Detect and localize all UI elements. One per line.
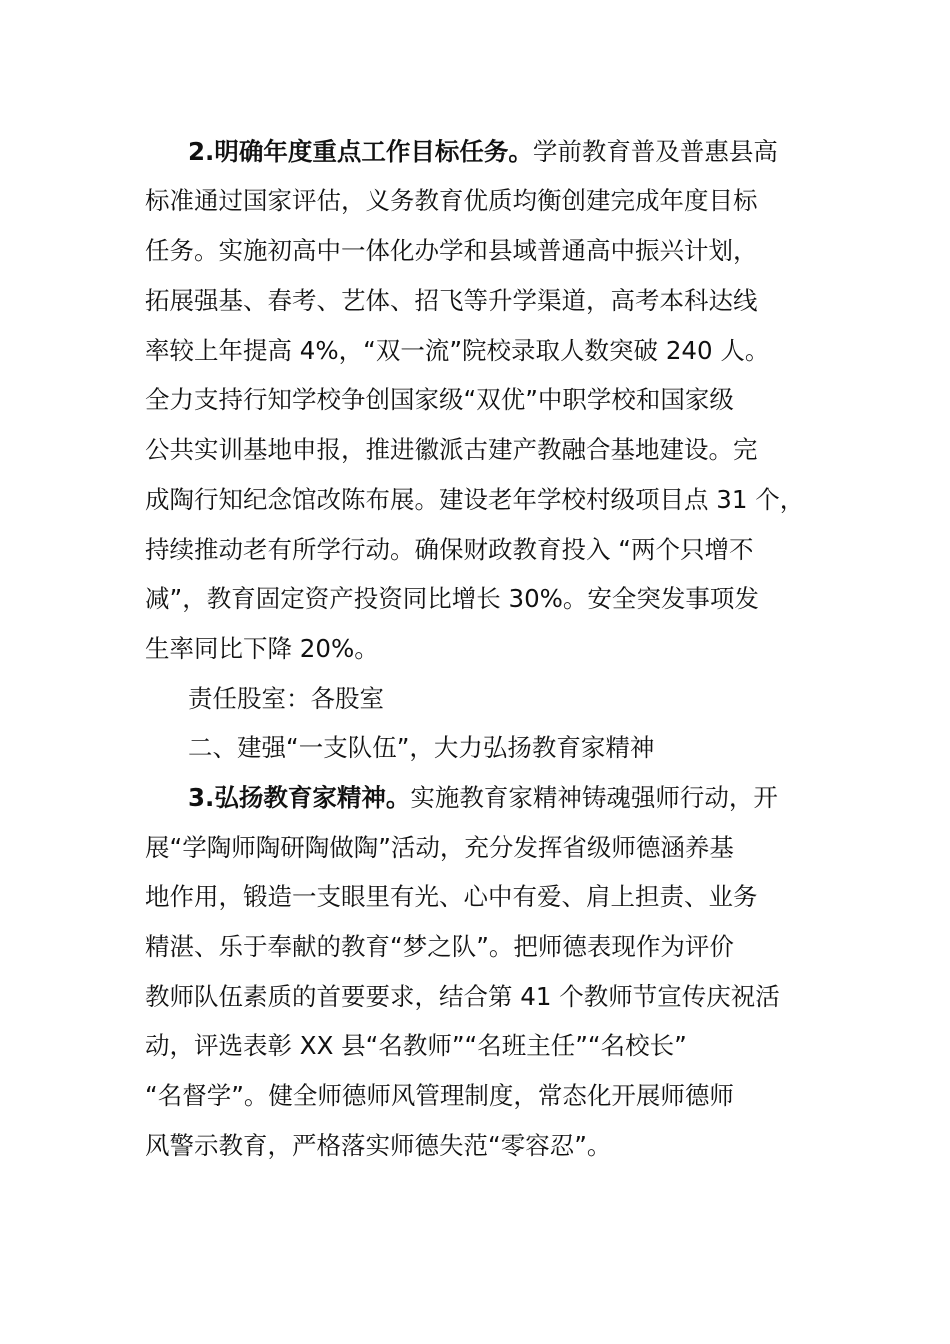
paragraph-line: 精湛、乐于奉献的教育“梦之队”。把师德表现作为评价 bbox=[145, 932, 734, 961]
paragraph-line bbox=[188, 137, 778, 167]
responsibility-line: 责任股室：各股室 bbox=[188, 684, 384, 713]
paragraph-line: 公共实训基地申报，推进徽派古建产教融合基地建设。完 bbox=[145, 435, 758, 464]
paragraph-heading: 2.明确年度重点工作目标任务。 bbox=[188, 137, 533, 166]
paragraph-line: 生率同比下降 20%。 bbox=[145, 634, 379, 663]
paragraph-line: 拓展强基、春考、艺体、招飞等升学渠道，高考本科达线 bbox=[145, 286, 758, 315]
paragraph-line: 展“学陶师陶研陶做陶”活动，充分发挥省级师德涵养基 bbox=[145, 833, 734, 862]
paragraph-line: 减”，教育固定资产投资同比增长 30%。安全突发事项发 bbox=[145, 584, 759, 613]
paragraph-line: 标准通过国家评估，义务教育优质均衡创建完成年度目标 bbox=[145, 186, 758, 215]
paragraph-line: “名督学”。健全师德师风管理制度，常态化开展师德师 bbox=[145, 1081, 734, 1110]
paragraph-text: 实施教育家精神铸魂强师行动，开 bbox=[410, 783, 778, 812]
paragraph-line: 动，评选表彰 XX 县“名教师”“名班主任”“名校长” bbox=[145, 1031, 687, 1060]
paragraph-line: 成陶行知纪念馆改陈布展。建设老年学校村级项目点 31 个， bbox=[145, 485, 805, 514]
paragraph-text: 学前教育普及普惠县高 bbox=[532, 137, 778, 166]
paragraph-line bbox=[188, 783, 778, 813]
paragraph-line: 率较上年提高 4%，“双一流”院校录取人数突破 240 人。 bbox=[145, 336, 770, 365]
paragraph-line: 地作用，锻造一支眼里有光、心中有爱、肩上担责、业务 bbox=[145, 882, 758, 911]
paragraph-line: 全力支持行知学校争创国家级“双优”中职学校和国家级 bbox=[145, 385, 734, 414]
paragraph-line: 教师队伍素质的首要要求，结合第 41 个教师节宣传庆祝活 bbox=[145, 982, 780, 1011]
paragraph-heading: 3.弘扬教育家精神。 bbox=[188, 783, 411, 812]
paragraph-line: 持续推动老有所学行动。确保财政教育投入 “两个只增不 bbox=[145, 535, 754, 564]
paragraph-line: 任务。实施初高中一体化办学和县域普通高中振兴计划， bbox=[145, 236, 758, 265]
section-heading: 二、建强“一支队伍”，大力弘扬教育家精神 bbox=[188, 733, 655, 762]
paragraph-line: 风警示教育，严格落实师德失范“零容忍”。 bbox=[145, 1131, 612, 1160]
